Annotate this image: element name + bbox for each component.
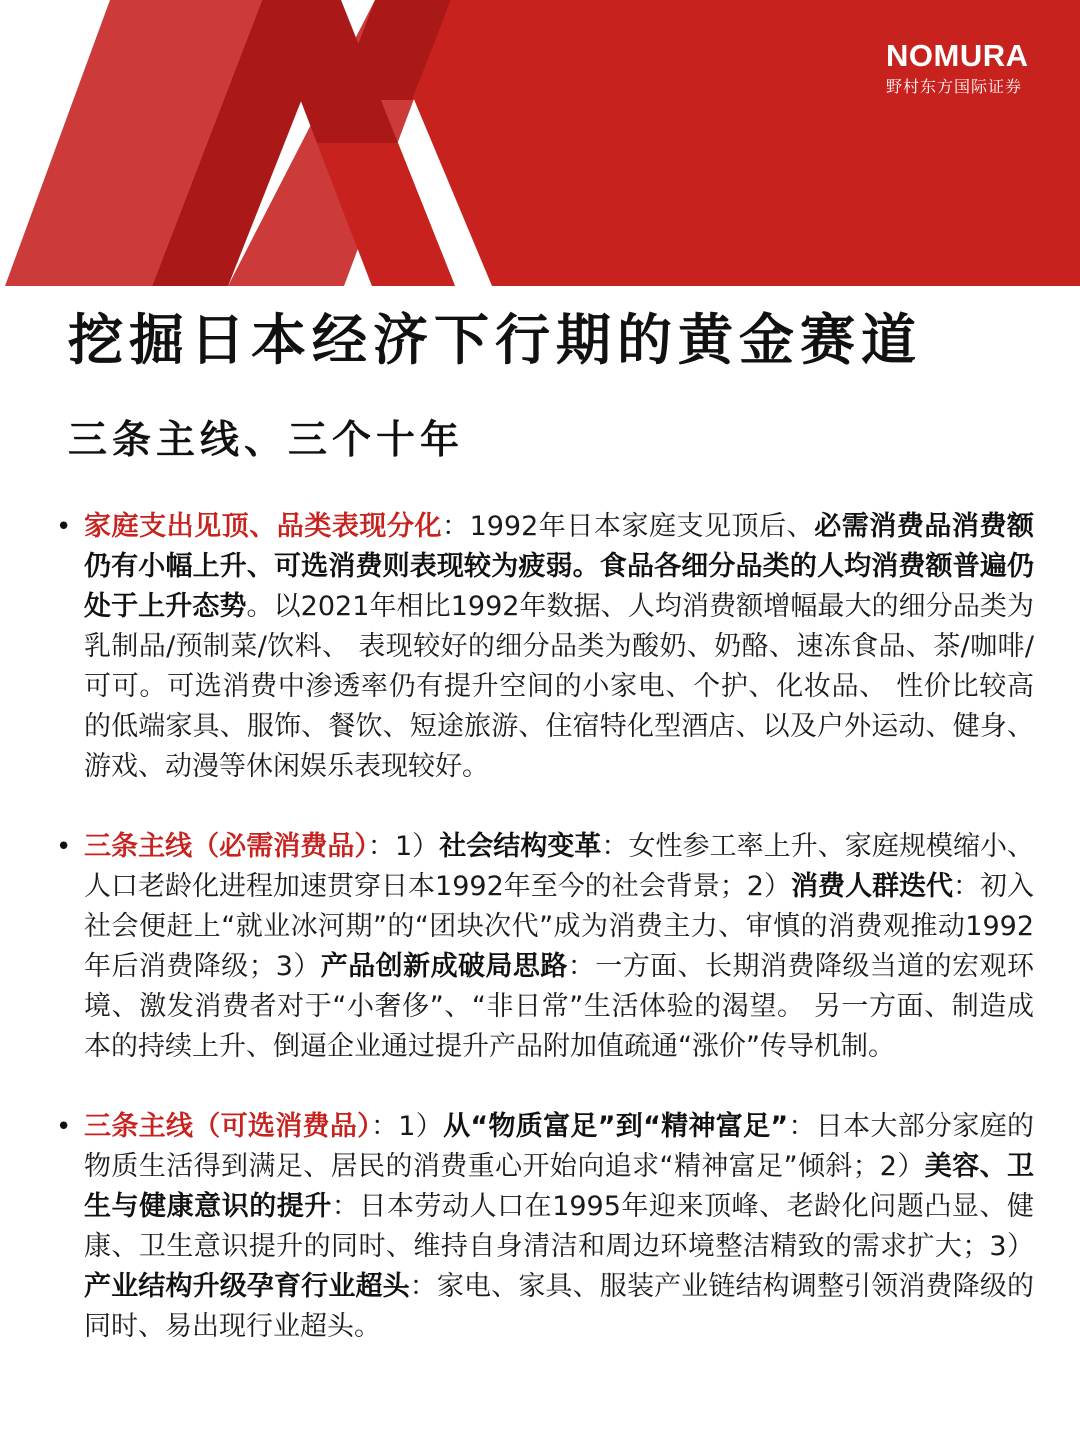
emphasis-text: 产品创新成破局思路 [320, 951, 568, 982]
bullet-icon: • [56, 832, 72, 862]
emphasis-text: 从“物质富足”到“精神富足” [443, 1111, 789, 1142]
logo-subtitle: 野村东方国际证券 [886, 77, 1023, 96]
bullet-icon: • [56, 1112, 72, 1142]
paragraph-heading: 三条主线（必需消费品） [84, 831, 368, 862]
body-text: ：家电、家具、服装产业链结构调整引领消费降级的同时、易出现行业超头。 [84, 1271, 1034, 1342]
emphasis-text: 美容、卫生与健康意识的提升 [84, 1151, 1035, 1222]
emphasis-text: 消费人群迭代 [790, 871, 954, 902]
page-title: 挖掘日本经济下行期的黄金赛道 [68, 307, 923, 372]
body-text: ：1） [367, 831, 440, 862]
content-body [56, 507, 1035, 1387]
emphasis-text: 社会结构变革 [439, 831, 602, 862]
bullet-paragraph [56, 1107, 1035, 1347]
emphasis-text: 必需消费品消费额仍有小幅上升、可选消费则表现较为疲弱。食品各细分品类的人均消费额普遍仍处于上升态势 [84, 511, 1035, 622]
body-text: ：1） [370, 1111, 444, 1142]
header-banner [0, 0, 1080, 286]
body-text: ：1992年日本家庭支见顶后、 [442, 511, 815, 542]
page-subtitle: 三条主线、三个十年 [68, 417, 465, 463]
body-text: ：日本劳动人口在1995年迎来顶峰、老龄化问题凸显、健康、卫生意识提升的同时、维持自身清洁和周边环境整洁精致的需求扩大；3） [84, 1191, 1035, 1262]
bullet-icon: • [56, 512, 72, 542]
bullet-paragraph [56, 507, 1035, 787]
body-text: ：日本大部分家庭的物质生活得到满足、居民的消费重心开始向追求“精神富足”倾斜；2） [84, 1111, 1035, 1182]
body-text: 。以2021年相比1992年数据、人均消费额增幅最大的细分品类为乳制品/预制菜/饮料、 表现较好的细分品类为酸奶、奶酪、速冻食品、茶/咖啡/可可。可选消费中渗透率仍有提升空间的小家电、个护、化妆品、 性价比较高的低端家具、服饰、餐饮、短途旅游、住宿特化型酒店、以及户外运动、健身、游戏、动漫等休闲娱乐表现较好。 [84, 591, 1034, 782]
body-text: ：一方面、长期消费降级当道的宏观环境、激发消费者对于“小奢侈”、“非日常”生活体验的渴望。 另一方面、制造成本的持续上升、倒逼企业通过提升产品附加值疏通“涨价”传导机制。 [84, 951, 1035, 1062]
paragraph-heading: 三条主线（可选消费品） [84, 1111, 371, 1142]
nomura-logo [886, 40, 1029, 97]
body-text: ：女性参工率上升、家庭规模缩小、人口老龄化进程加速贯穿日本1992年至今的社会背景；2） [84, 831, 1035, 902]
logo-brand: NOMURA [886, 38, 1029, 73]
emphasis-text: 产业结构升级孕育行业超头 [84, 1271, 410, 1302]
body-text: ：初入社会便赶上“就业冰河期”的“团块次代”成为消费主力、审慎的消费观推动1992年后消费降级；3） [84, 871, 1035, 982]
paragraph-heading: 家庭支出见顶、品类表现分化 [84, 511, 443, 542]
bullet-paragraph [56, 827, 1035, 1067]
